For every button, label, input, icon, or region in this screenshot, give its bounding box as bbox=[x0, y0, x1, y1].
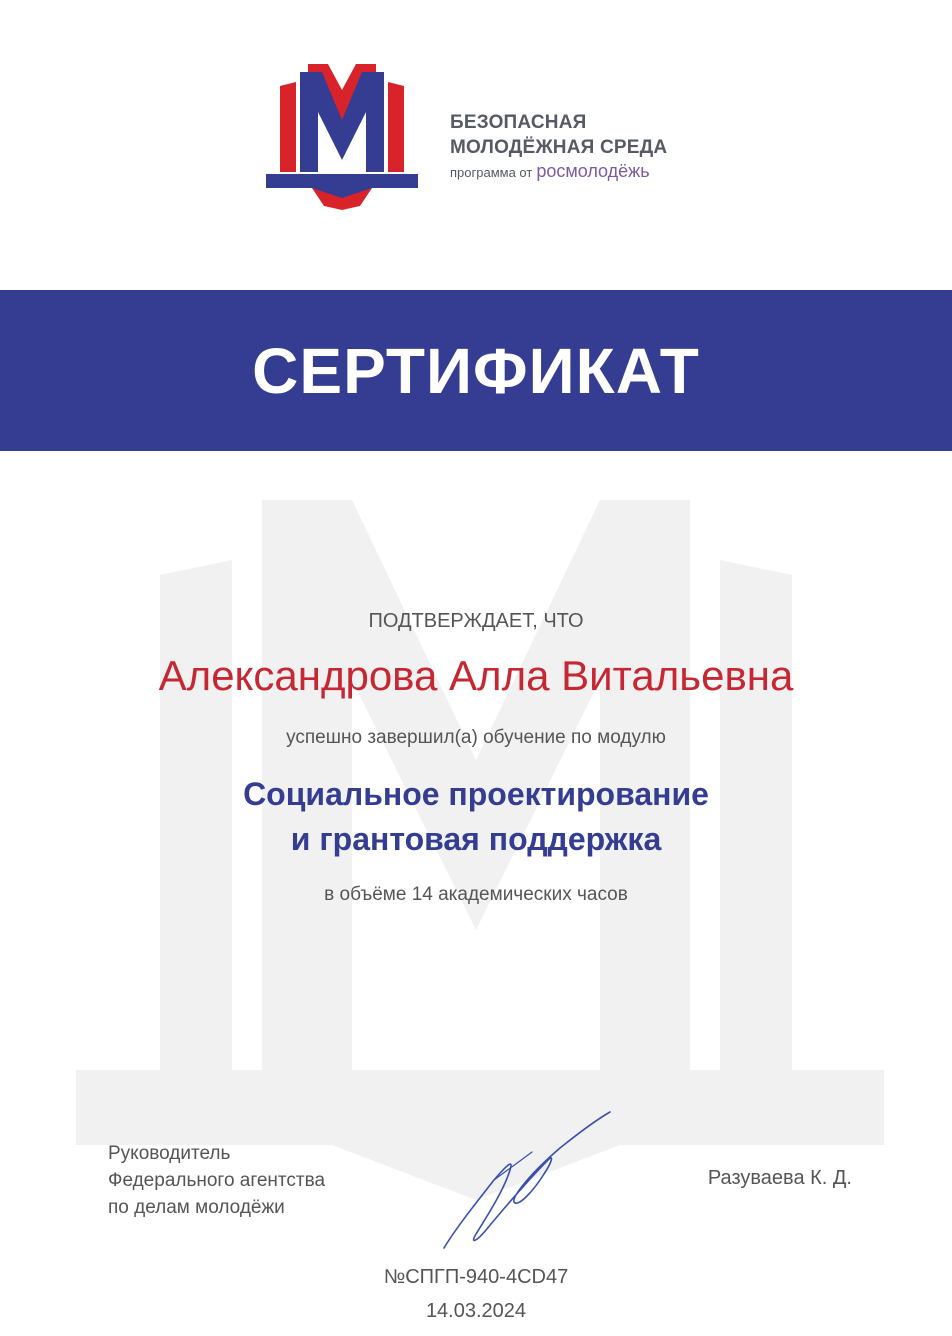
module-title bbox=[0, 772, 952, 862]
logo-program bbox=[450, 160, 710, 184]
signatory-role-line-1: Руководитель bbox=[108, 1143, 231, 1164]
confirms-text: ПОДТВЕРЖДАЕТ, ЧТО bbox=[368, 610, 584, 632]
recipient-name: Александрова Алла Витальевна bbox=[158, 652, 794, 699]
logo-line-1: БЕЗОПАСНАЯ bbox=[450, 112, 587, 133]
signatory-role-line-2: Федерального агентства bbox=[108, 1170, 326, 1191]
signatory-name: Разуваева К. Д. bbox=[707, 1167, 852, 1189]
logo-line-2: МОЛОДЁЖНАЯ СРЕДА bbox=[450, 137, 668, 158]
hours-text: в объёме 14 академических часов bbox=[324, 884, 628, 905]
certificate-title: СЕРТИФИКАТ bbox=[252, 334, 700, 407]
title-banner bbox=[0, 290, 952, 451]
completion-text: успешно завершил(а) обучение по модулю bbox=[286, 727, 666, 748]
certificate-number: №СПГП-940-4CD47 bbox=[383, 1266, 569, 1288]
logo-program-prefix: программа от bbox=[450, 165, 533, 180]
signatory-role bbox=[108, 1140, 325, 1221]
certificate-date: 14.03.2024 bbox=[425, 1300, 527, 1322]
logo-text bbox=[450, 110, 710, 184]
shield-m-logo-icon bbox=[262, 64, 422, 214]
signature-icon bbox=[436, 1108, 616, 1258]
signatory-role-line-3: по делам молодёжи bbox=[108, 1197, 285, 1218]
logo-program-brand: росмолодёжь bbox=[536, 161, 650, 181]
logo-block bbox=[262, 64, 702, 214]
module-title-line-2: и грантовая поддержка bbox=[290, 821, 662, 857]
module-title-line-1: Социальное проектирование bbox=[243, 776, 709, 812]
